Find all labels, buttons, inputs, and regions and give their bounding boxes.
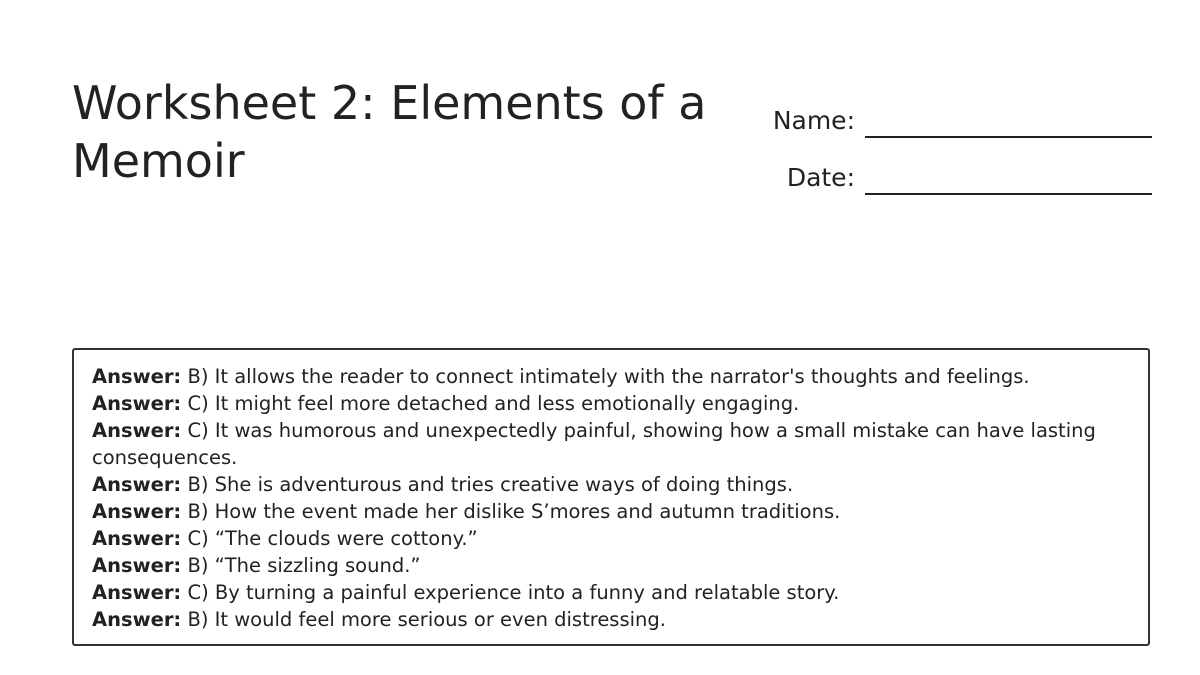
name-blank-line: [865, 100, 1152, 138]
name-label: Name:: [772, 106, 855, 135]
answer-item: [92, 552, 1130, 579]
answer-item: [92, 498, 1130, 525]
answer-text: B) “The sizzling sound.”: [187, 554, 421, 577]
answer-prefix: Answer:: [92, 365, 182, 388]
worksheet-title: Worksheet 2: Elements of a Memoir: [72, 76, 707, 188]
name-field-row: [760, 80, 1152, 137]
answer-text: B) She is adventurous and tries creative ways of doing things.: [187, 473, 794, 496]
answer-item: [92, 471, 1130, 498]
answer-text: B) It would feel more serious or even distressing.: [187, 608, 666, 631]
answer-item: [92, 390, 1130, 417]
answer-text: B) It allows the reader to connect intimately with the narrator's thoughts and feelings.: [187, 365, 1030, 388]
answer-item: [92, 417, 1130, 471]
answer-prefix: Answer:: [92, 527, 182, 550]
answer-item: [92, 606, 1130, 633]
date-field-row: [760, 137, 1152, 194]
answer-text: C) It was humorous and unexpectedly painful, showing how a small mistake can have lasting consequences.: [92, 419, 1096, 469]
answer-prefix: Answer:: [92, 392, 182, 415]
answer-text: C) It might feel more detached and less emotionally engaging.: [187, 392, 800, 415]
date-blank-line: [865, 157, 1152, 195]
answer-prefix: Answer:: [92, 581, 182, 604]
answer-text: B) How the event made her dislike S’mores and autumn traditions.: [187, 500, 841, 523]
answer-prefix: Answer:: [92, 473, 182, 496]
answer-item: [92, 525, 1130, 552]
answer-text: C) By turning a painful experience into a funny and relatable story.: [187, 581, 840, 604]
answer-prefix: Answer:: [92, 554, 182, 577]
answer-prefix: Answer:: [92, 500, 182, 523]
answer-text: C) “The clouds were cottony.”: [187, 527, 478, 550]
date-label: Date:: [786, 163, 855, 192]
answer-item: [92, 363, 1130, 390]
student-info-fields: [760, 80, 1152, 194]
answer-prefix: Answer:: [92, 419, 182, 442]
answer-prefix: Answer:: [92, 608, 182, 631]
answer-item: [92, 579, 1130, 606]
answer-key-box: [72, 348, 1150, 646]
